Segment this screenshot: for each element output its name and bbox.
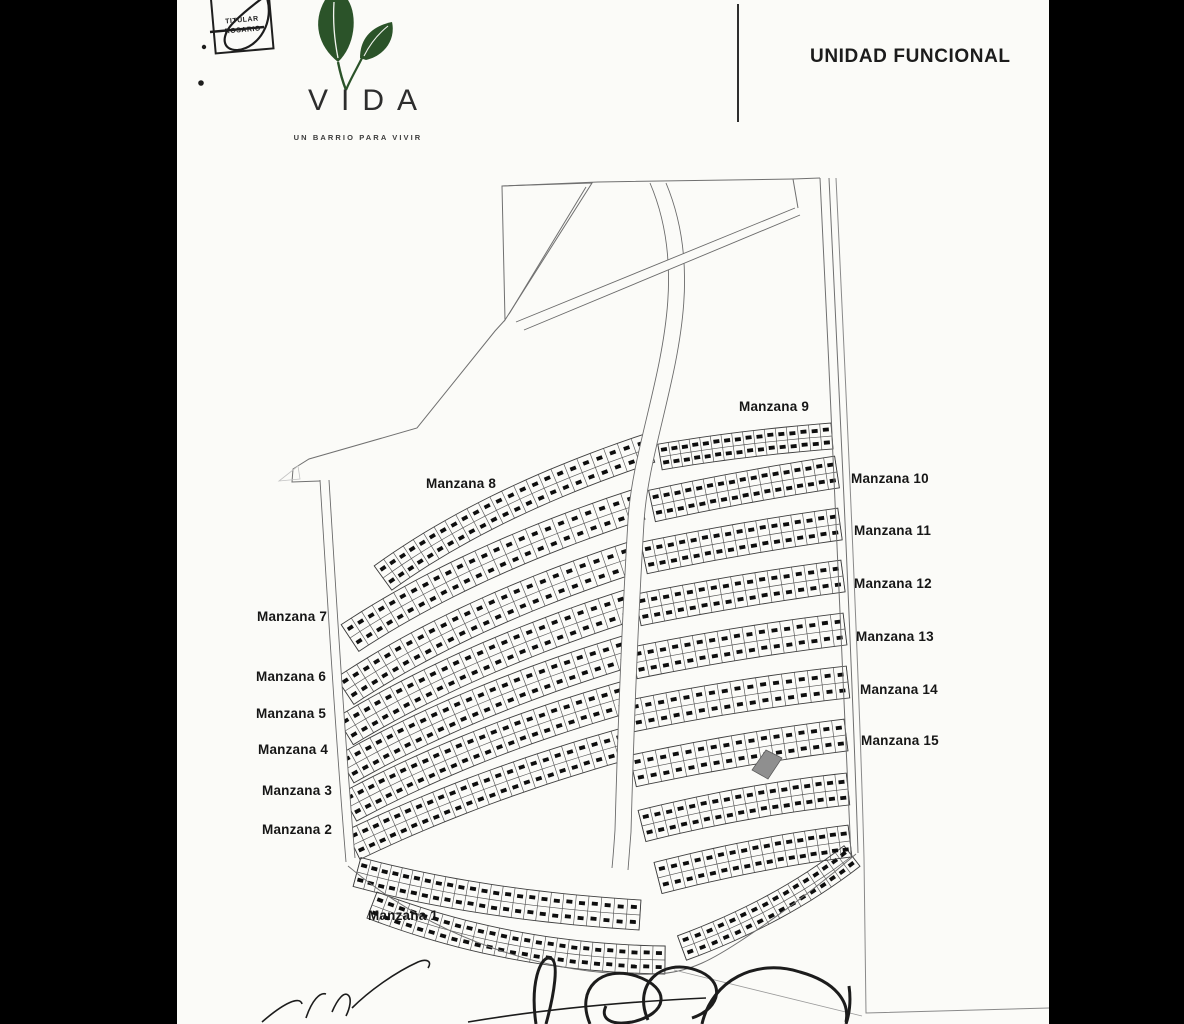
label-manzana-9: Manzana 9 (739, 399, 810, 414)
manzana-strip (341, 489, 645, 652)
brand-name: VIDA (307, 84, 431, 117)
label-manzana-14: Manzana 14 (860, 682, 938, 697)
label-manzana-6: Manzana 6 (256, 669, 327, 684)
label-manzana-4: Manzana 4 (258, 742, 329, 757)
manzana-strip (374, 434, 655, 590)
label-manzana-3: Manzana 3 (262, 783, 333, 798)
leaf-logo-icon (318, 0, 393, 90)
label-manzana-7: Manzana 7 (257, 609, 328, 624)
label-manzana-12: Manzana 12 (854, 576, 932, 591)
manzana-strip (631, 613, 847, 679)
label-manzana-15: Manzana 15 (861, 733, 939, 748)
manzana-strip (367, 892, 665, 974)
signatures (262, 958, 850, 1024)
left-road (320, 480, 355, 862)
lot-strips (336, 423, 860, 974)
diagonal-road (516, 208, 800, 330)
label-manzana-8: Manzana 8 (426, 476, 497, 491)
manzana-strip (336, 542, 639, 705)
manzana-strip (658, 423, 833, 470)
stamp-line2: ROSARIO (224, 25, 262, 36)
manzana-strip (628, 666, 850, 732)
label-manzana-10: Manzana 10 (851, 471, 929, 486)
label-manzana-2: Manzana 2 (262, 822, 333, 837)
label-manzana-13: Manzana 13 (856, 629, 934, 644)
label-manzana-5: Manzana 5 (256, 706, 327, 721)
manzana-strip (353, 858, 641, 930)
label-manzana-11: Manzana 11 (854, 523, 932, 538)
page-title: UNIDAD FUNCIONAL (810, 46, 1011, 67)
brand-tagline: UN BARRIO PARA VIVIR (293, 133, 423, 142)
stamp-signature (198, 0, 269, 86)
manzana-strip (638, 773, 850, 841)
stamp-line1: TITULAR (224, 15, 259, 26)
manzana-strip (654, 825, 852, 893)
label-manzana-1: Manzana 1 (368, 908, 439, 923)
